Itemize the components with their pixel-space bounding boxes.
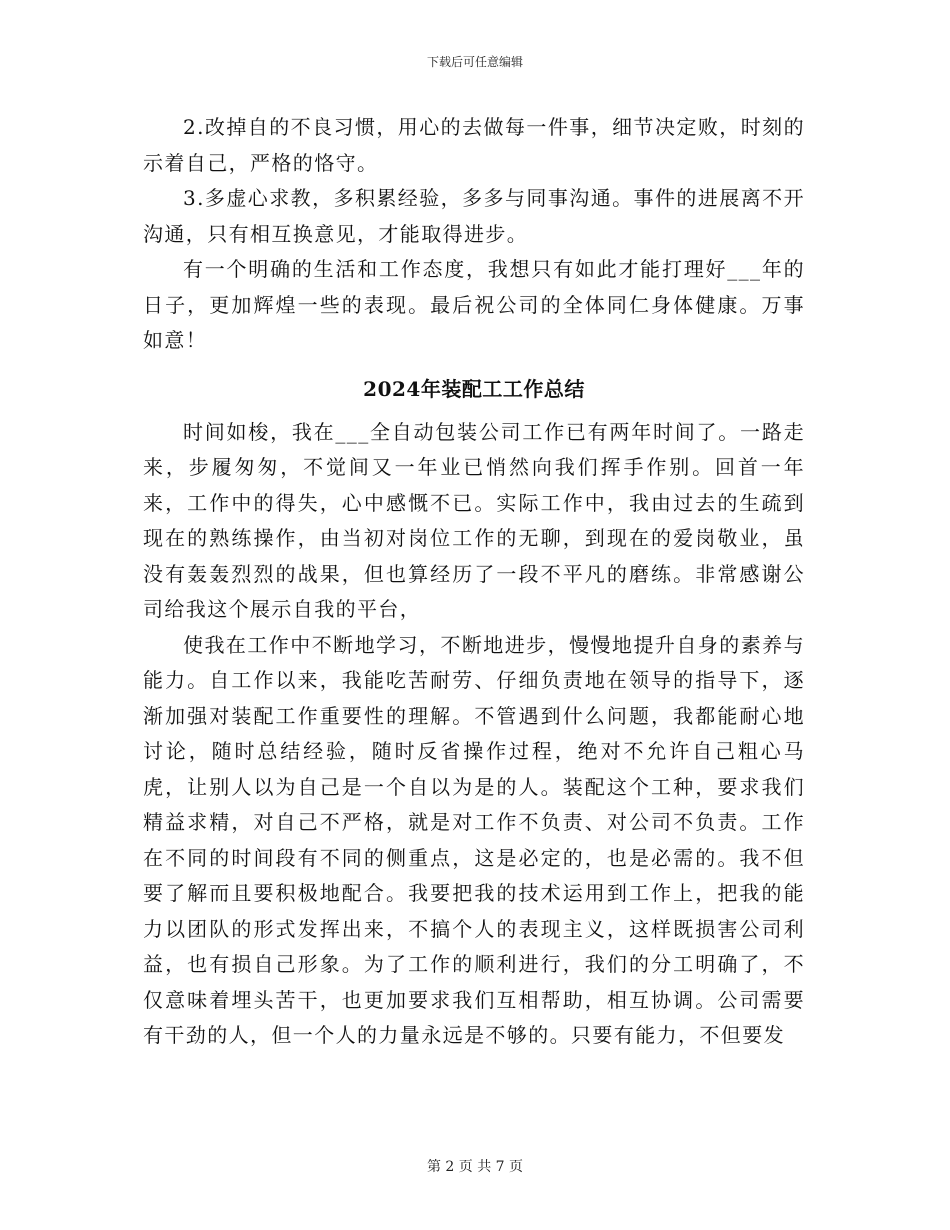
document-body: [143, 110, 805, 1054]
paragraph-summary-intro: 时间如梭，我在___全自动包装公司工作已有两年时间了。一路走来，步履匆匆，不觉间又一年业已悄然向我们挥手作别。回首一年来，工作中的得失，心中感慨不已。实际工作中，我由过去的生疏到现在的熟练操作，由当初对岗位工作的无聊，到现在的爱岗敬业，虽没有轰轰烈烈的战果，但也算经历了一段不平凡的磨练。非常感谢公司给我这个展示自我的平台，: [143, 419, 805, 621]
paragraph-closing: 有一个明确的生活和工作态度，我想只有如此才能打理好___年的日子，更加辉煌一些的表现。最后祝公司的全体同仁身体健康。万事如意！: [143, 257, 805, 352]
section-title: 2024年装配工工作总结: [363, 376, 585, 401]
page-number: 第 2 页 共 7 页: [426, 1159, 524, 1175]
paragraph-summary-main: 使我在工作中不断地学习，不断地进步，慢慢地提升自身的素养与能力。自工作以来，我能吃苦耐劳、仔细负责地在领导的指导下，逐渐加强对装配工作重要性的理解。不管遇到什么问题，我都能耐心地讨论，随时总结经验，随时反省操作过程，绝对不允许自己粗心马虎，让别人以为自己是一个自以为是的人。装配这个工种，要求我们精益求精，对自己不严格，就是对工作不负责、对公司不负责。工作在不同的时间段有不同的侧重点，这是必定的，也是必需的。我不但要了解而且要积极地配合。我要把我的技术运用到工作上，把我的能力以团队的形式发挥出来，不搞个人的表现主义，这样既损害公司利益，也有损自己形象。为了工作的顺利进行，我们的分工明确了，不仅意味着埋头苦干，也更加要求我们互相帮助，相互协调。公司需要有干劲的人，但一个人的力量永远是不够的。只要有能力，不但要发: [143, 632, 805, 1047]
paragraph-item-2: 2.改掉自的不良习惯，用心的去做每一件事，细节决定败，时刻的示着自己，严格的恪守。: [143, 115, 805, 175]
page-header-note: 下载后可任意编辑: [426, 55, 523, 69]
paragraph-item-3: 3.多虚心求教，多积累经验，多多与同事沟通。事件的进展离不开沟通，只有相互换意见，才能取得进步。: [143, 186, 805, 246]
